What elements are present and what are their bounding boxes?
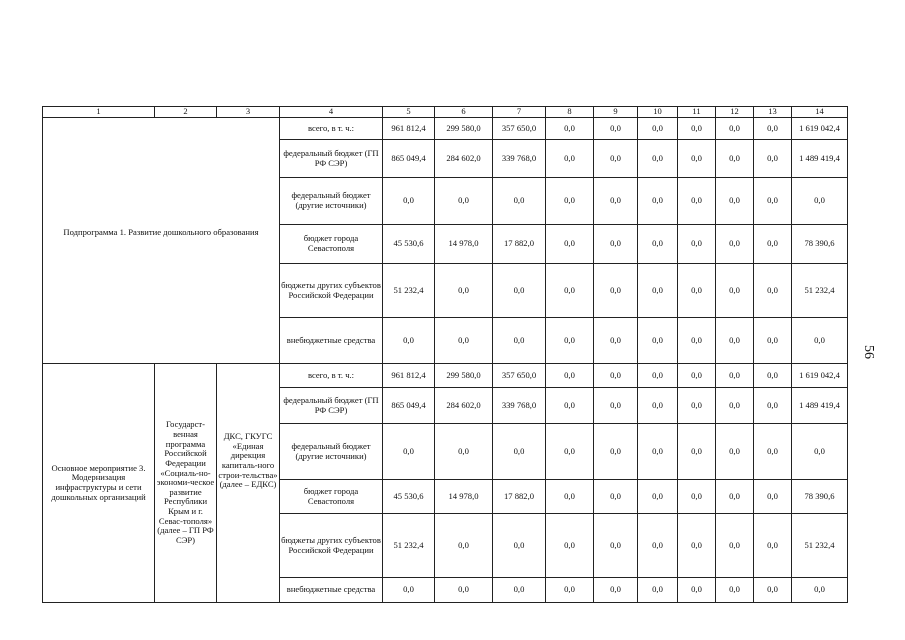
funding-source-cell: федеральный бюджет (другие источники) — [280, 178, 383, 225]
value-cell: 0,0 — [493, 424, 546, 480]
value-cell: 0,0 — [754, 514, 792, 578]
value-cell: 0,0 — [435, 578, 493, 603]
col-header: 12 — [716, 107, 754, 118]
value-cell: 0,0 — [716, 388, 754, 424]
value-cell: 0,0 — [754, 225, 792, 264]
value-cell: 0,0 — [754, 318, 792, 364]
value-cell: 0,0 — [493, 318, 546, 364]
col-header: 7 — [493, 107, 546, 118]
value-cell: 45 530,6 — [383, 480, 435, 514]
value-cell: 0,0 — [754, 480, 792, 514]
value-cell: 51 232,4 — [383, 514, 435, 578]
value-cell: 339 768,0 — [493, 388, 546, 424]
value-cell: 1 619 042,4 — [792, 364, 848, 388]
value-cell: 0,0 — [638, 480, 678, 514]
value-cell: 0,0 — [678, 364, 716, 388]
value-cell: 961 812,4 — [383, 364, 435, 388]
value-cell: 0,0 — [435, 264, 493, 318]
main-activity-cell: Основное мероприятие 3. Модернизация инфраструктуры и сети дошкольных организаций — [43, 364, 155, 603]
value-cell: 0,0 — [754, 578, 792, 603]
funding-source-cell: бюджет города Севастополя — [280, 480, 383, 514]
value-cell: 51 232,4 — [792, 514, 848, 578]
value-cell: 0,0 — [594, 514, 638, 578]
value-cell: 0,0 — [638, 424, 678, 480]
value-cell: 0,0 — [716, 480, 754, 514]
value-cell: 0,0 — [638, 364, 678, 388]
funding-source-cell: федеральный бюджет (другие источники) — [280, 424, 383, 480]
funding-source-cell: бюджет города Севастополя — [280, 225, 383, 264]
value-cell: 51 232,4 — [383, 264, 435, 318]
header-row — [43, 107, 848, 118]
executor-cell: ДКС, ГКУГС «Единая дирекция капиталь-ного строи-тельства» (далее – ЕДКС) — [217, 364, 280, 603]
value-cell: 865 049,4 — [383, 388, 435, 424]
value-cell: 0,0 — [435, 424, 493, 480]
value-cell: 78 390,6 — [792, 225, 848, 264]
value-cell: 0,0 — [546, 388, 594, 424]
value-cell: 45 530,6 — [383, 225, 435, 264]
value-cell: 1 619 042,4 — [792, 118, 848, 140]
value-cell: 0,0 — [638, 514, 678, 578]
value-cell: 0,0 — [594, 424, 638, 480]
value-cell: 0,0 — [716, 318, 754, 364]
col-header: 2 — [155, 107, 217, 118]
value-cell: 0,0 — [546, 225, 594, 264]
value-cell: 0,0 — [716, 140, 754, 178]
value-cell: 0,0 — [716, 264, 754, 318]
value-cell: 0,0 — [754, 424, 792, 480]
value-cell: 0,0 — [792, 424, 848, 480]
col-header: 13 — [754, 107, 792, 118]
value-cell: 1 489 419,4 — [792, 140, 848, 178]
value-cell: 0,0 — [594, 178, 638, 225]
funding-source-cell: всего, в т. ч.: — [280, 118, 383, 140]
value-cell: 0,0 — [716, 118, 754, 140]
value-cell: 0,0 — [493, 578, 546, 603]
value-cell: 0,0 — [678, 118, 716, 140]
value-cell: 299 580,0 — [435, 364, 493, 388]
value-cell: 0,0 — [638, 118, 678, 140]
value-cell: 0,0 — [678, 318, 716, 364]
value-cell: 0,0 — [546, 364, 594, 388]
value-cell: 14 978,0 — [435, 225, 493, 264]
value-cell: 0,0 — [383, 178, 435, 225]
state-program-cell: Государст-венная программа Российской Федерации «Социаль-но-экономи-ческое развитие Республики Крым и г. Севас-тополя» (далее – ГП РФ СЭР) — [155, 364, 217, 603]
value-cell: 0,0 — [638, 225, 678, 264]
value-cell: 78 390,6 — [792, 480, 848, 514]
value-cell: 0,0 — [435, 514, 493, 578]
value-cell: 0,0 — [716, 364, 754, 388]
value-cell: 0,0 — [716, 424, 754, 480]
value-cell: 0,0 — [383, 318, 435, 364]
value-cell: 0,0 — [546, 140, 594, 178]
value-cell: 0,0 — [435, 318, 493, 364]
value-cell: 0,0 — [638, 264, 678, 318]
subprogram-title: Подпрограмма 1. Развитие дошкольного образования — [43, 118, 280, 364]
value-cell: 51 232,4 — [792, 264, 848, 318]
value-cell: 0,0 — [678, 578, 716, 603]
value-cell: 0,0 — [638, 140, 678, 178]
value-cell: 0,0 — [678, 388, 716, 424]
value-cell: 0,0 — [594, 480, 638, 514]
value-cell: 0,0 — [493, 514, 546, 578]
budget-table — [42, 106, 848, 603]
funding-source-cell: всего, в т. ч.: — [280, 364, 383, 388]
value-cell: 0,0 — [638, 178, 678, 225]
col-header: 8 — [546, 107, 594, 118]
col-header: 6 — [435, 107, 493, 118]
value-cell: 0,0 — [594, 578, 638, 603]
value-cell: 0,0 — [493, 264, 546, 318]
value-cell: 0,0 — [594, 140, 638, 178]
col-header: 9 — [594, 107, 638, 118]
value-cell: 0,0 — [638, 578, 678, 603]
value-cell: 0,0 — [678, 140, 716, 178]
value-cell: 357 650,0 — [493, 118, 546, 140]
value-cell: 0,0 — [594, 388, 638, 424]
value-cell: 0,0 — [716, 578, 754, 603]
value-cell: 339 768,0 — [493, 140, 546, 178]
value-cell: 0,0 — [546, 118, 594, 140]
col-header: 11 — [678, 107, 716, 118]
value-cell: 865 049,4 — [383, 140, 435, 178]
value-cell: 0,0 — [594, 264, 638, 318]
col-header: 4 — [280, 107, 383, 118]
value-cell: 17 882,0 — [493, 480, 546, 514]
table-row — [43, 118, 848, 140]
value-cell: 0,0 — [678, 264, 716, 318]
col-header: 14 — [792, 107, 848, 118]
value-cell: 0,0 — [546, 264, 594, 318]
value-cell: 0,0 — [546, 318, 594, 364]
value-cell: 0,0 — [754, 264, 792, 318]
value-cell: 0,0 — [678, 424, 716, 480]
value-cell: 961 812,4 — [383, 118, 435, 140]
col-header: 1 — [43, 107, 155, 118]
value-cell: 0,0 — [754, 388, 792, 424]
page-number: 56 — [861, 345, 876, 359]
value-cell: 0,0 — [678, 480, 716, 514]
value-cell: 0,0 — [493, 178, 546, 225]
value-cell: 0,0 — [383, 424, 435, 480]
value-cell: 0,0 — [678, 225, 716, 264]
value-cell: 0,0 — [594, 118, 638, 140]
value-cell: 0,0 — [546, 514, 594, 578]
value-cell: 0,0 — [594, 364, 638, 388]
value-cell: 0,0 — [546, 480, 594, 514]
value-cell: 14 978,0 — [435, 480, 493, 514]
value-cell: 0,0 — [638, 318, 678, 364]
value-cell: 0,0 — [594, 225, 638, 264]
funding-source-cell: бюджеты других субъектов Российской Федерации — [280, 514, 383, 578]
table-row — [43, 364, 848, 388]
value-cell: 0,0 — [716, 514, 754, 578]
value-cell: 0,0 — [678, 514, 716, 578]
value-cell: 0,0 — [792, 578, 848, 603]
value-cell: 0,0 — [383, 578, 435, 603]
value-cell: 0,0 — [546, 578, 594, 603]
value-cell: 0,0 — [792, 318, 848, 364]
value-cell: 0,0 — [792, 178, 848, 225]
funding-source-cell: федеральный бюджет (ГП РФ СЭР) — [280, 140, 383, 178]
value-cell: 284 602,0 — [435, 388, 493, 424]
value-cell: 0,0 — [678, 178, 716, 225]
col-header: 5 — [383, 107, 435, 118]
value-cell: 17 882,0 — [493, 225, 546, 264]
value-cell: 0,0 — [594, 318, 638, 364]
col-header: 10 — [638, 107, 678, 118]
funding-source-cell: внебюджетные средства — [280, 318, 383, 364]
value-cell: 0,0 — [546, 424, 594, 480]
value-cell: 1 489 419,4 — [792, 388, 848, 424]
funding-source-cell: внебюджетные средства — [280, 578, 383, 603]
value-cell: 284 602,0 — [435, 140, 493, 178]
funding-source-cell: федеральный бюджет (ГП РФ СЭР) — [280, 388, 383, 424]
value-cell: 0,0 — [716, 225, 754, 264]
value-cell: 0,0 — [546, 178, 594, 225]
value-cell: 0,0 — [435, 178, 493, 225]
value-cell: 0,0 — [716, 178, 754, 225]
value-cell: 0,0 — [638, 388, 678, 424]
value-cell: 0,0 — [754, 178, 792, 225]
value-cell: 0,0 — [754, 140, 792, 178]
col-header: 3 — [217, 107, 280, 118]
value-cell: 0,0 — [754, 118, 792, 140]
value-cell: 299 580,0 — [435, 118, 493, 140]
funding-source-cell: бюджеты других субъектов Российской Федерации — [280, 264, 383, 318]
value-cell: 357 650,0 — [493, 364, 546, 388]
value-cell: 0,0 — [754, 364, 792, 388]
